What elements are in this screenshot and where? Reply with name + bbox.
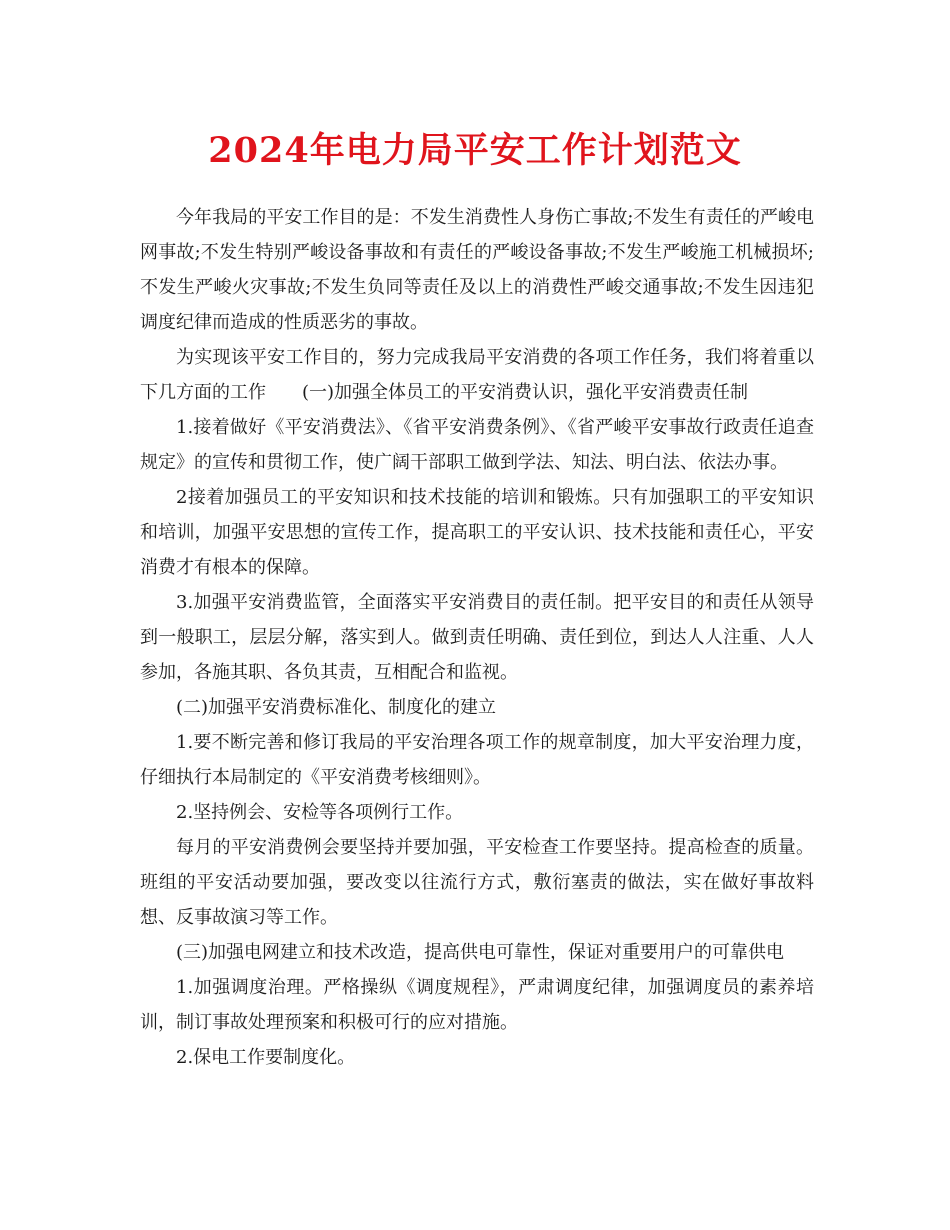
paragraph-item-3-2: 2.保电工作要制度化。 bbox=[176, 1047, 356, 1068]
document-body bbox=[140, 200, 814, 1075]
paragraph-intro-text: 为实现该平安工作目的，努力完成我局平安消费的各项工作任务，我们将着重以下几方面的工作 bbox=[140, 347, 814, 403]
paragraph-item-2-2: 2.坚持例会、安检等各项例行工作。 bbox=[176, 802, 464, 823]
section-heading-one: (一)加强全体员工的平安消费认识，强化平安消费责任制 bbox=[302, 382, 749, 403]
paragraph-item-1-2: 2接着加强员工的平安知识和技术技能的培训和锻炼。只有加强职工的平安知识和培训，加强平安思想的宣传工作，提高职工的平安认识、技术技能和责任心，平安消费才有根本的保障。 bbox=[140, 487, 814, 578]
paragraph-goals: 今年我局的平安工作目的是：不发生消费性人身伤亡事故;不发生有责任的严峻电网事故;不发生特别严峻设备事故和有责任的严峻设备事故;不发生严峻施工机械损坏;不发生严峻火灾事故;不发生负同等责任及以上的消费性严峻交通事故;不发生因违犯调度纪律而造成的性质恶劣的事故。 bbox=[140, 207, 814, 333]
paragraph-intro bbox=[140, 340, 814, 410]
paragraph-monthly-meeting: 每月的平安消费例会要坚持并要加强，平安检查工作要坚持。提高检查的质量。班组的平安活动要加强，要改变以往流行方式，敷衍塞责的做法，实在做好事故料想、反事故演习等工作。 bbox=[140, 837, 814, 928]
paragraph-item-3-1: 1.加强调度治理。严格操纵《调度规程》，严肃调度纪律，加强调度员的素养培训，制订事故处理预案和积极可行的应对措施。 bbox=[140, 977, 814, 1033]
paragraph-item-2-1: 1.要不断完善和修订我局的平安治理各项工作的规章制度，加大平安治理力度，仔细执行本局制定的《平安消费考核细则》。 bbox=[140, 732, 814, 788]
paragraph-item-1-3: 3.加强平安消费监管，全面落实平安消费目的责任制。把平安目的和责任从领导到一般职工，层层分解，落实到人。做到责任明确、责任到位，到达人人注重、人人参加，各施其职、各负其责，互相配合和监视。 bbox=[140, 592, 814, 683]
paragraph-item-1-1: 1.接着做好《平安消费法》、《省平安消费条例》、《省严峻平安事故行政责任追查规定》的宣传和贯彻工作，使广阔干部职工做到学法、知法、明白法、依法办事。 bbox=[140, 417, 814, 473]
section-heading-two: (二)加强平安消费标准化、制度化的建立 bbox=[176, 697, 497, 718]
section-heading-three: (三)加强电网建立和技术改造，提高供电可靠性，保证对重要用户的可靠供电 bbox=[176, 942, 785, 963]
document-title: 2024年电力局平安工作计划范文 bbox=[208, 130, 742, 171]
